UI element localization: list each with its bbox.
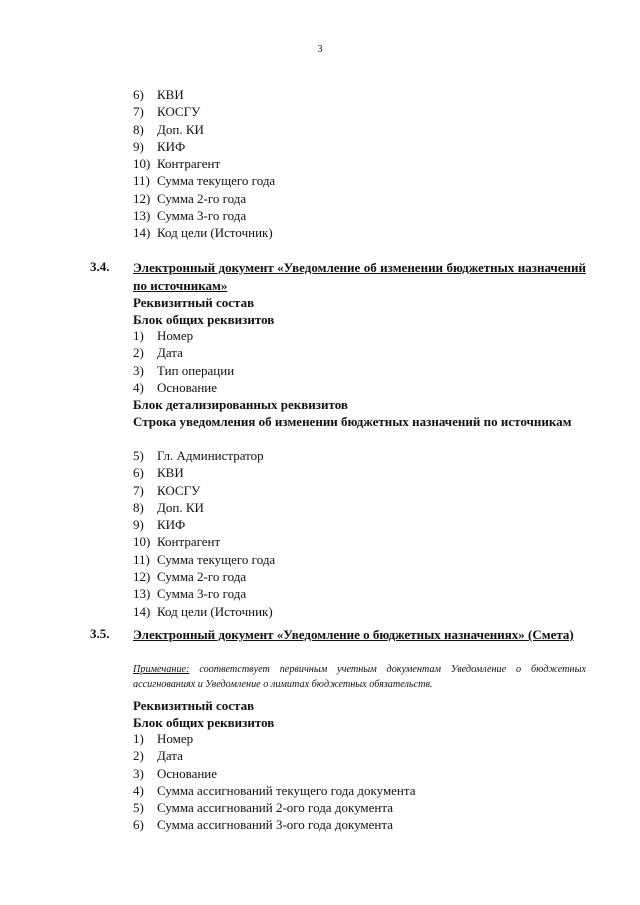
item-text: КОСГУ (157, 482, 201, 498)
list-item (133, 362, 234, 379)
item-text: Код цели (Источник) (157, 225, 273, 241)
item-number: 2) (133, 748, 144, 764)
continued-list (133, 86, 275, 242)
item-text: Сумма ассигнований 3-ого года документа (157, 817, 393, 833)
item-text: Дата (157, 748, 183, 764)
item-text: Номер (157, 731, 194, 746)
item-text: Номер (157, 328, 194, 343)
item-text: Дата (157, 345, 183, 361)
item-text: Сумма 3-го года (157, 208, 247, 224)
list-item (133, 782, 416, 799)
item-number: 8) (133, 121, 144, 137)
item-number: 12) (133, 569, 151, 585)
list-item (133, 482, 275, 499)
list-item (133, 816, 416, 833)
section-number-3-4: 3.4. (90, 259, 110, 274)
item-number: 13) (133, 586, 151, 602)
note-label: Примечание: (133, 664, 190, 675)
list-item (133, 585, 275, 602)
item-number: 6) (133, 817, 144, 833)
item-number: 7) (133, 482, 144, 498)
item-text: Контрагент (157, 156, 221, 172)
requisite-composition-heading: Реквизитный состав (133, 698, 255, 713)
list-item (133, 765, 416, 782)
list-item (133, 155, 275, 172)
list-item (133, 207, 275, 224)
item-number: 4) (133, 379, 144, 395)
section-title-3-5: Электронный документ «Уведомление о бюджетных назначениях» (Смета) (133, 627, 574, 642)
item-number: 5) (133, 448, 144, 463)
item-number: 12) (133, 190, 151, 206)
note-text: соответствует первичным учетным документам Уведомление о бюджетных ассигнованиях и Уведомление о лимитах бюджетных обязательств. (133, 664, 586, 690)
list-item (133, 747, 416, 764)
item-number: 11) (133, 551, 150, 567)
common-requisites-list (133, 327, 234, 396)
list-item (133, 603, 275, 620)
item-text: Доп. КИ (157, 121, 204, 137)
item-text: КОСГУ (157, 104, 201, 120)
detail-requisites-list (133, 447, 275, 620)
item-number: 2) (133, 345, 144, 361)
item-text: Контрагент (157, 534, 221, 550)
requisite-composition-heading: Реквизитный состав (133, 295, 255, 310)
item-number: 7) (133, 104, 144, 120)
item-text: Сумма 2-го года (157, 569, 247, 585)
item-text: Сумма 2-го года (157, 190, 247, 206)
item-text: Основание (157, 765, 218, 781)
detail-row-heading: Строка уведомления об изменении бюджетных назначений по источникам (133, 414, 572, 429)
item-number: 4) (133, 782, 144, 798)
item-number: 10) (133, 534, 151, 550)
list-item (133, 224, 275, 241)
item-number: 13) (133, 208, 151, 224)
item-number: 14) (133, 603, 151, 619)
list-item (133, 172, 275, 189)
list-item (133, 447, 275, 464)
item-text: КИФ (157, 138, 186, 154)
list-item (133, 551, 275, 568)
item-text: КВИ (157, 465, 184, 481)
list-item (133, 327, 234, 344)
item-number: 1) (133, 731, 144, 746)
item-number: 10) (133, 156, 151, 172)
item-text: Доп. КИ (157, 499, 204, 515)
detail-block-heading: Блок детализированных реквизитов (133, 397, 348, 412)
item-number: 9) (133, 138, 144, 154)
list-item (133, 568, 275, 585)
common-block-heading: Блок общих реквизитов (133, 312, 275, 327)
item-number: 3) (133, 362, 144, 378)
item-text: Сумма текущего года (157, 173, 276, 189)
item-text: Сумма ассигнований текущего года документа (157, 782, 416, 798)
list-item (133, 344, 234, 361)
item-number: 6) (133, 465, 144, 481)
item-number: 6) (133, 87, 144, 102)
section-title-3-4: Электронный документ «Уведомление об изменении бюджетных назначений по источникам» (133, 260, 586, 293)
item-number: 3) (133, 765, 144, 781)
list-item (133, 103, 275, 120)
common-block-heading: Блок общих реквизитов (133, 715, 275, 730)
item-text: КВИ (157, 87, 184, 102)
item-text: Тип операции (157, 362, 235, 378)
item-number: 1) (133, 328, 144, 343)
list-item (133, 533, 275, 550)
list-item (133, 516, 275, 533)
item-text: Сумма 3-го года (157, 586, 247, 602)
item-text: Гл. Администратор (157, 448, 264, 463)
list-item (133, 86, 275, 103)
page-number: 3 (317, 44, 323, 55)
item-number: 8) (133, 499, 144, 515)
list-item (133, 190, 275, 207)
list-item (133, 730, 416, 747)
list-item (133, 464, 275, 481)
item-text: Основание (157, 379, 218, 395)
item-text: КИФ (157, 517, 186, 533)
section-number-3-5: 3.5. (90, 626, 110, 641)
list-item (133, 799, 416, 816)
list-item (133, 379, 234, 396)
list-item (133, 138, 275, 155)
list-item (133, 499, 275, 516)
note (133, 662, 586, 692)
list-item (133, 121, 275, 138)
item-number: 11) (133, 173, 150, 189)
item-text: Сумма текущего года (157, 551, 276, 567)
item-text: Код цели (Источник) (157, 603, 273, 619)
common-requisites-list (133, 730, 416, 834)
item-number: 5) (133, 800, 144, 816)
item-text: Сумма ассигнований 2-ого года документа (157, 800, 393, 816)
item-number: 9) (133, 517, 144, 533)
item-number: 14) (133, 225, 151, 241)
